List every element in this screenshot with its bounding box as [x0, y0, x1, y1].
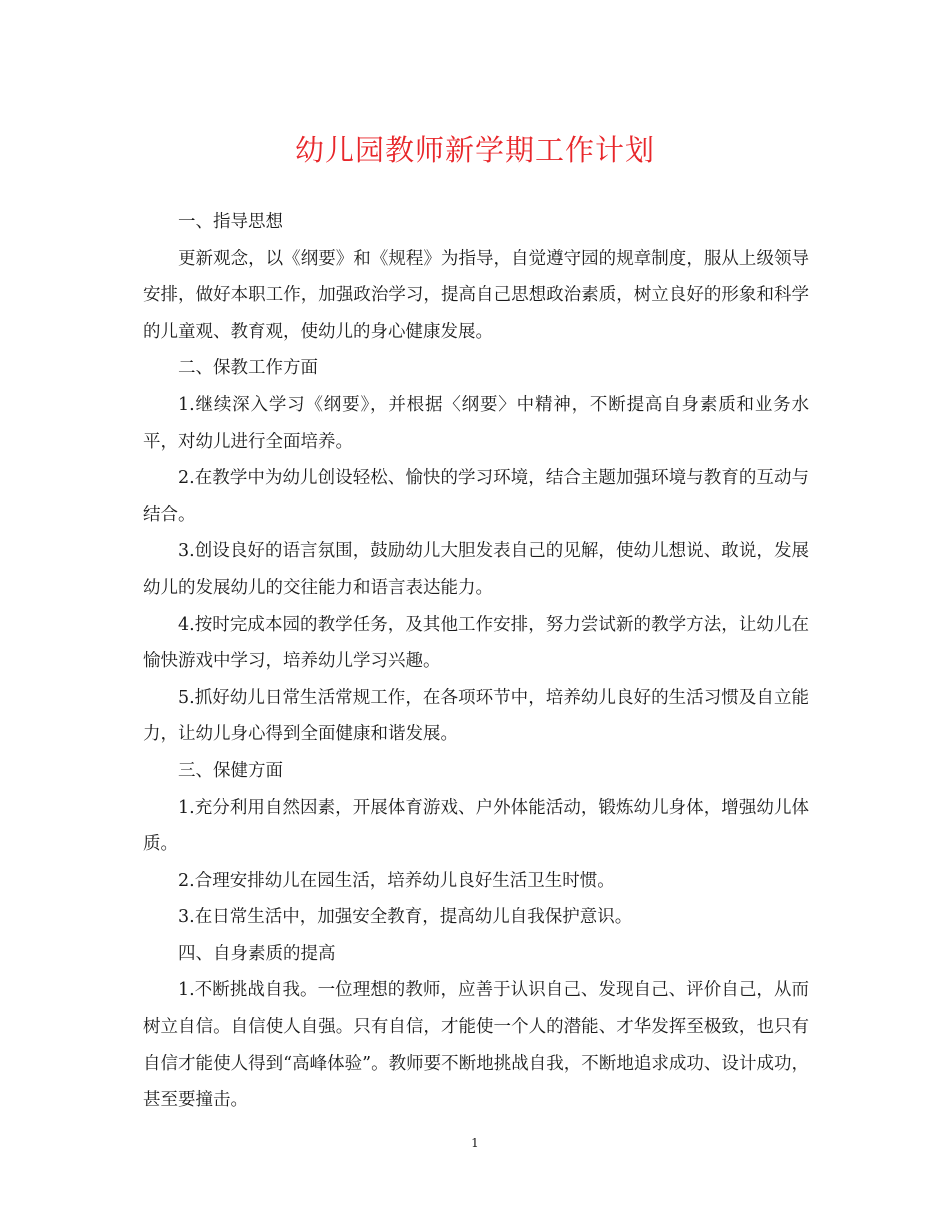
paragraph: 1.充分利用自然因素，开展体育游戏、户外体能活动，锻炼幼儿身体，增强幼儿体质。 [143, 797, 809, 855]
paragraph: 更新观念，以《纲要》和《规程》为指导，自觉遵守园的规章制度，服从上级领导安排，做好本职工作，加强政治学习，提高自己思想政治素质，树立良好的形象和科学的儿童观、教育观，使幼儿的身心健康发展。 [143, 248, 809, 342]
section-heading-health-care: 三、保健方面 [178, 760, 283, 781]
paragraph: 3.创设良好的语言氛围，鼓励幼儿大胆发表自己的见解，使幼儿想说、敢说，发展幼儿的发展幼儿的交往能力和语言表达能力。 [143, 541, 809, 598]
section-heading-guiding-ideology: 一、指导思想 [178, 212, 283, 232]
section-heading-teaching-work: 二、保教工作方面 [178, 358, 318, 379]
paragraph: 2.合理安排幼儿在园生活，培养幼儿良好生活卫生时惯。 [178, 870, 615, 891]
paragraph: 3.在日常生活中，加强安全教育，提高幼儿自我保护意识。 [178, 907, 633, 928]
paragraph: 1.不断挑战自我。一位理想的教师，应善于认识自己、发现自己、评价自己，从而树立自信。自信使人自强。只有自信，才能使一个人的潜能、才华发挥至极致，也只有自信才能使人得到“高峰体验”。教师要不断地挑战自我，不断地追求成功、设计成功，甚至要撞击。 [143, 980, 809, 1111]
document-title: 幼儿园教师新学期工作计划 [294, 133, 655, 167]
page-number: 1 [471, 1136, 479, 1150]
document-body [143, 204, 809, 1119]
paragraph: 4.按时完成本园的教学任务，及其他工作安排，努力尝试新的教学方法，让幼儿在愉快游戏中学习，培养幼儿学习兴趣。 [143, 614, 809, 672]
section-heading-self-improvement: 四、自身素质的提高 [178, 943, 336, 964]
paragraph: 5.抓好幼儿日常生活常规工作，在各项环节中，培养幼儿良好的生活习惯及自立能力，让幼儿身心得到全面健康和谐发展。 [143, 687, 809, 745]
paragraph: 1.继续深入学习《纲要》，并根据〈纲要〉中精神，不断提高自身素质和业务水平，对幼儿进行全面培养。 [143, 394, 809, 452]
paragraph: 2.在教学中为幼儿创设轻松、愉快的学习环境，结合主题加强环境与教育的互动与结合。 [143, 468, 809, 525]
